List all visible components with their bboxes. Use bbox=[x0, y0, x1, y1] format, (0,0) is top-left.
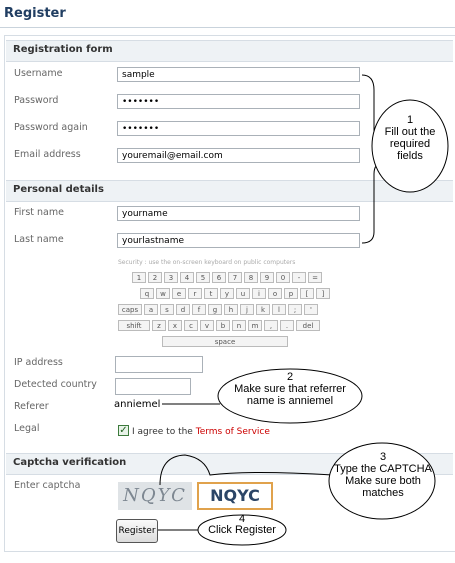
key-i[interactable]: i bbox=[252, 288, 266, 299]
callout-text: Type the CAPTCHA Make sure both matches bbox=[334, 463, 432, 499]
last-name-input[interactable]: yourlastname bbox=[117, 233, 360, 248]
country-label: Detected country bbox=[14, 379, 97, 390]
key-p[interactable]: p bbox=[284, 288, 298, 299]
callout-text: Make sure that referrer name is anniemel bbox=[234, 383, 346, 407]
key-shift[interactable]: shift bbox=[118, 320, 150, 331]
key-caps[interactable]: caps bbox=[118, 304, 142, 315]
legal-label: Legal bbox=[14, 423, 40, 434]
key-1[interactable]: 1 bbox=[132, 272, 146, 283]
key-k[interactable]: k bbox=[256, 304, 270, 315]
terms-prefix: I agree to the bbox=[132, 427, 193, 437]
key-5[interactable]: 5 bbox=[196, 272, 210, 283]
username-input[interactable]: sample bbox=[117, 67, 360, 82]
callout-number: 2 bbox=[286, 371, 294, 383]
key-n[interactable]: n bbox=[232, 320, 246, 331]
callout-text: Click Register bbox=[208, 524, 276, 536]
key-h[interactable]: h bbox=[224, 304, 238, 315]
username-label: Username bbox=[14, 68, 63, 79]
pointer-captcha bbox=[160, 455, 332, 485]
key-,[interactable]: , bbox=[264, 320, 278, 331]
terms-checkbox[interactable]: ✓ bbox=[119, 425, 128, 436]
key-8[interactable]: 8 bbox=[244, 272, 258, 283]
key-0[interactable]: 0 bbox=[276, 272, 290, 283]
key-t[interactable]: t bbox=[204, 288, 218, 299]
first-name-label: First name bbox=[14, 207, 64, 218]
referer-label: Referer bbox=[14, 401, 49, 412]
key-3[interactable]: 3 bbox=[164, 272, 178, 283]
key-4[interactable]: 4 bbox=[180, 272, 194, 283]
page-title: Register bbox=[4, 6, 66, 21]
key-;[interactable]: ; bbox=[288, 304, 302, 315]
password-again-label: Password again bbox=[14, 122, 88, 133]
key-y[interactable]: y bbox=[220, 288, 234, 299]
section-title: Registration form bbox=[13, 44, 113, 55]
key-space[interactable]: space bbox=[162, 336, 288, 347]
key-a[interactable]: a bbox=[144, 304, 158, 315]
key--[interactable]: - bbox=[292, 272, 306, 283]
key-2[interactable]: 2 bbox=[148, 272, 162, 283]
captcha-label: Enter captcha bbox=[14, 480, 81, 491]
key-l[interactable]: l bbox=[272, 304, 286, 315]
key-v[interactable]: v bbox=[200, 320, 214, 331]
key-.[interactable]: . bbox=[280, 320, 294, 331]
key-r[interactable]: r bbox=[188, 288, 202, 299]
key-u[interactable]: u bbox=[236, 288, 250, 299]
referer-value: anniemel bbox=[114, 399, 161, 410]
section-title: Captcha verification bbox=[13, 457, 127, 468]
key-][interactable]: ] bbox=[316, 288, 330, 299]
key-del[interactable]: del bbox=[296, 320, 320, 331]
key-9[interactable]: 9 bbox=[260, 272, 274, 283]
key-x[interactable]: x bbox=[168, 320, 182, 331]
callout-3 bbox=[332, 451, 434, 499]
password-input[interactable]: ••••••• bbox=[117, 94, 360, 109]
callout-1 bbox=[382, 114, 438, 162]
key-z[interactable]: z bbox=[152, 320, 166, 331]
key-6[interactable]: 6 bbox=[212, 272, 226, 283]
key-7[interactable]: 7 bbox=[228, 272, 242, 283]
key-j[interactable]: j bbox=[240, 304, 254, 315]
key-e[interactable]: e bbox=[172, 288, 186, 299]
key-f[interactable]: f bbox=[192, 304, 206, 315]
callout-number: 3 bbox=[379, 451, 387, 463]
callout-number: 1 bbox=[406, 114, 414, 126]
key-d[interactable]: d bbox=[176, 304, 190, 315]
section-title: Personal details bbox=[13, 184, 104, 195]
key-'[interactable]: ' bbox=[304, 304, 318, 315]
email-label: Email address bbox=[14, 149, 81, 160]
password-label: Password bbox=[14, 95, 59, 106]
captcha-input[interactable]: NQYC bbox=[197, 482, 273, 510]
register-button[interactable]: Register bbox=[116, 519, 158, 543]
first-name-input[interactable]: yourname bbox=[117, 206, 360, 221]
key-s[interactable]: s bbox=[160, 304, 174, 315]
key-c[interactable]: c bbox=[184, 320, 198, 331]
password-again-input[interactable]: ••••••• bbox=[117, 121, 360, 136]
callout-2 bbox=[224, 371, 356, 407]
captcha-image: NQYC bbox=[118, 482, 192, 510]
key-b[interactable]: b bbox=[216, 320, 230, 331]
key-=[interactable]: = bbox=[308, 272, 322, 283]
callout-text: Fill out the required fields bbox=[384, 126, 436, 162]
key-w[interactable]: w bbox=[156, 288, 170, 299]
key-q[interactable]: q bbox=[140, 288, 154, 299]
last-name-label: Last name bbox=[14, 234, 64, 245]
key-[[interactable]: [ bbox=[300, 288, 314, 299]
callout-4 bbox=[202, 514, 282, 536]
keyboard-note: Security : use the on-screen keyboard on public computers bbox=[118, 259, 296, 266]
key-o[interactable]: o bbox=[268, 288, 282, 299]
email-input[interactable]: youremail@email.com bbox=[117, 148, 360, 163]
key-m[interactable]: m bbox=[248, 320, 262, 331]
key-g[interactable]: g bbox=[208, 304, 222, 315]
terms-link[interactable]: Terms of Service bbox=[195, 427, 270, 437]
ip-address-label: IP address bbox=[14, 357, 63, 368]
callout-number: 4 bbox=[238, 513, 246, 525]
